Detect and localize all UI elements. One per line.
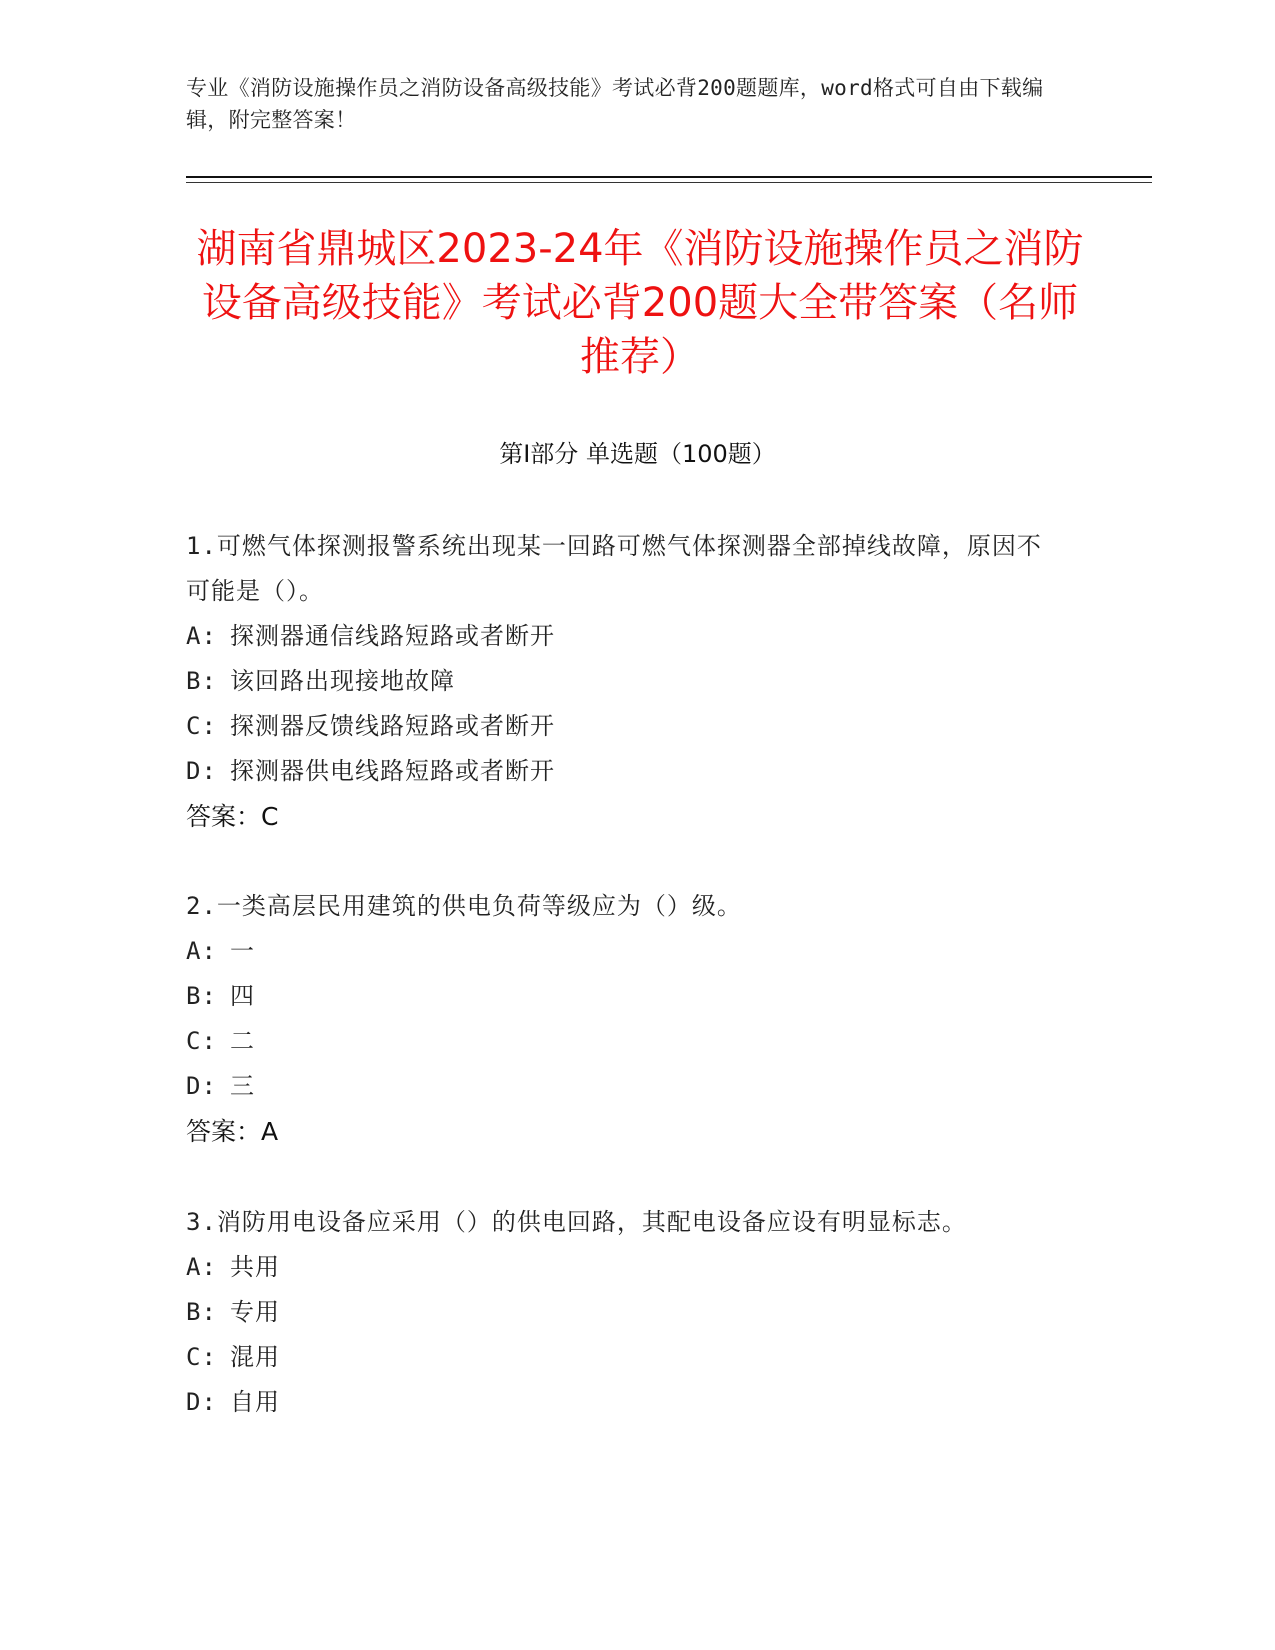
- option-a: [186, 614, 1056, 659]
- option-b: [186, 1290, 1056, 1335]
- option-letter: D:: [186, 1072, 217, 1100]
- option-d: [186, 749, 1056, 794]
- option-a: [186, 929, 1056, 974]
- option-c: [186, 1019, 1056, 1064]
- option-letter: C:: [186, 712, 217, 740]
- option-text: 探测器供电线路短路或者断开: [230, 757, 555, 785]
- header-divider: [186, 176, 1152, 178]
- option-text: 探测器反馈线路短路或者断开: [230, 712, 555, 740]
- option-text: 三: [230, 1072, 255, 1100]
- option-d: [186, 1064, 1056, 1109]
- option-c: [186, 1335, 1056, 1380]
- option-letter: B:: [186, 667, 217, 695]
- answer-label: 答案：A: [186, 1117, 279, 1146]
- option-text: 二: [230, 1027, 255, 1055]
- option-d: [186, 1380, 1056, 1425]
- option-text: 该回路出现接地故障: [230, 667, 455, 695]
- header-divider-thin: [186, 182, 1152, 183]
- option-text: 自用: [230, 1388, 280, 1416]
- document-title: 湖南省鼎城区2023-24年《消防设施操作员之消防设备高级技能》考试必背200题大全带答案（名师推荐）: [196, 226, 1084, 380]
- option-letter: D:: [186, 757, 217, 785]
- option-c: [186, 704, 1056, 749]
- option-letter: C:: [186, 1027, 217, 1055]
- option-letter: A:: [186, 1253, 217, 1281]
- question-3: [186, 1200, 1056, 1425]
- option-letter: B:: [186, 982, 217, 1010]
- option-letter: C:: [186, 1343, 217, 1371]
- answer-label: 答案：C: [186, 802, 279, 831]
- question-stem: 1.可燃气体探测报警系统出现某一回路可燃气体探测器全部掉线故障，原因不可能是（）。: [186, 532, 1042, 605]
- option-b: [186, 659, 1056, 704]
- question-2: [186, 884, 1056, 1154]
- option-text: 共用: [230, 1253, 280, 1281]
- option-letter: A:: [186, 937, 217, 965]
- question-stem: 3.消防用电设备应采用（）的供电回路，其配电设备应设有明显标志。: [186, 1208, 967, 1236]
- option-text: 四: [230, 982, 255, 1010]
- option-text: 一: [230, 937, 255, 965]
- option-text: 混用: [230, 1343, 280, 1371]
- option-text: 专用: [230, 1298, 280, 1326]
- question-1: [186, 524, 1056, 839]
- option-b: [186, 974, 1056, 1019]
- option-letter: A:: [186, 622, 217, 650]
- header-note: 专业《消防设施操作员之消防设备高级技能》考试必背200题题库，word格式可自由下载编辑，附完整答案！: [186, 76, 1044, 132]
- section-title: 第I部分 单选题（100题）: [499, 440, 776, 468]
- option-letter: B:: [186, 1298, 217, 1326]
- option-a: [186, 1245, 1056, 1290]
- option-text: 探测器通信线路短路或者断开: [230, 622, 555, 650]
- option-letter: D:: [186, 1388, 217, 1416]
- question-stem: 2.一类高层民用建筑的供电负荷等级应为（）级。: [186, 892, 742, 920]
